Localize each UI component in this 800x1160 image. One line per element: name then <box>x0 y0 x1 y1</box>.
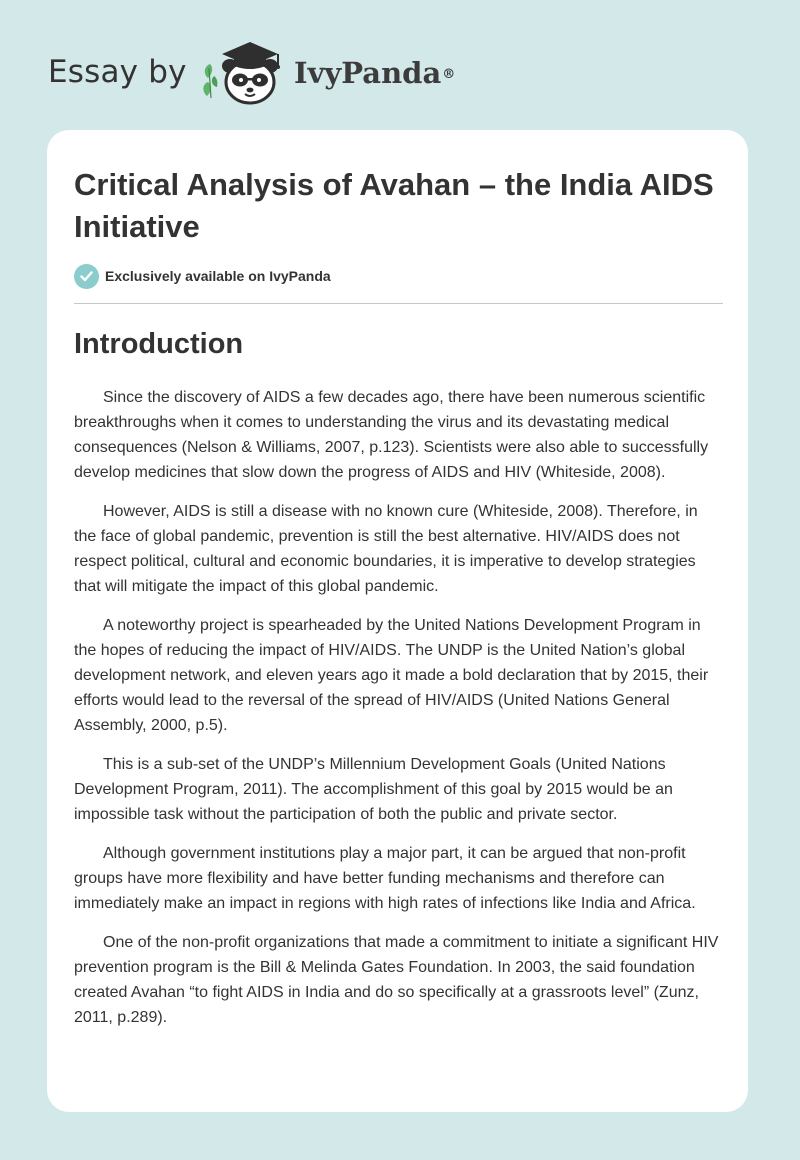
ivy-leaf-icon <box>203 64 217 98</box>
site-header <box>0 0 800 130</box>
essay-by-label: Essay by <box>48 54 187 90</box>
paragraph: A noteworthy project is spearheaded by the United Nations Development Program in the hopes of reducing the impact of HIV/AIDS. The UNDP is the United Nation’s global development network, and eleven years ago it made a bold declaration that by 2015, their efforts would lead to the reversal of the spread of HIV/AIDS (United Nations General Assembly, 2000, p.5). <box>74 617 709 734</box>
divider <box>74 303 723 304</box>
paragraph: One of the non-profit organizations that made a commitment to initiate a significant HIV prevention program is the Bill & Melinda Gates Foundation. In 2003, the said foundation created Avahan “to fight AIDS in India and do so specifically at a grassroots level” (Zunz, 2011, p.289). <box>74 934 719 1026</box>
essay-title: Critical Analysis of Avahan – the India AIDS Initiative <box>74 167 714 244</box>
paragraph: This is a sub-set of the UNDP’s Millennium Development Goals (United Nations Development Program, 2011). The accomplishment of this goal by 2015 would be an impossible task without the participation of both the public and private sector. <box>74 756 673 823</box>
paragraph: However, AIDS is still a disease with no known cure (Whiteside, 2008). Therefore, in the face of global pandemic, prevention is still the best alternative. HIV/AIDS does not respect political, cultural and economic boundaries, it is imperative to develop strategies that will mitigate the impact of this global pandemic. <box>74 503 698 595</box>
brand-name <box>294 53 455 93</box>
essay-card <box>47 130 748 1112</box>
essay-body <box>74 385 724 1044</box>
check-circle-icon <box>74 264 99 289</box>
exclusive-badge <box>74 263 331 289</box>
paragraph: Since the discovery of AIDS a few decades ago, there have been numerous scientific breakthroughs when it comes to understanding the virus and its devastating medical consequences (Nelson & Williams, 2007, p.123). Scientists were also able to successfully develop medicines that slow down the progress of AIDS and HIV (Whiteside, 2008). <box>74 389 709 481</box>
section-title: Introduction <box>74 328 244 360</box>
registered-mark: ® <box>442 67 456 82</box>
panda-logo-icon <box>200 36 292 108</box>
paragraph: Although government institutions play a major part, it can be argued that non-profit groups have more flexibility and have better funding mechanisms and therefore can immediately make an impact in regions with high rates of infections like India and Africa. <box>74 845 696 912</box>
brand-text: IvyPanda <box>294 56 442 90</box>
exclusive-badge-label: Exclusively available on IvyPanda <box>105 268 331 284</box>
